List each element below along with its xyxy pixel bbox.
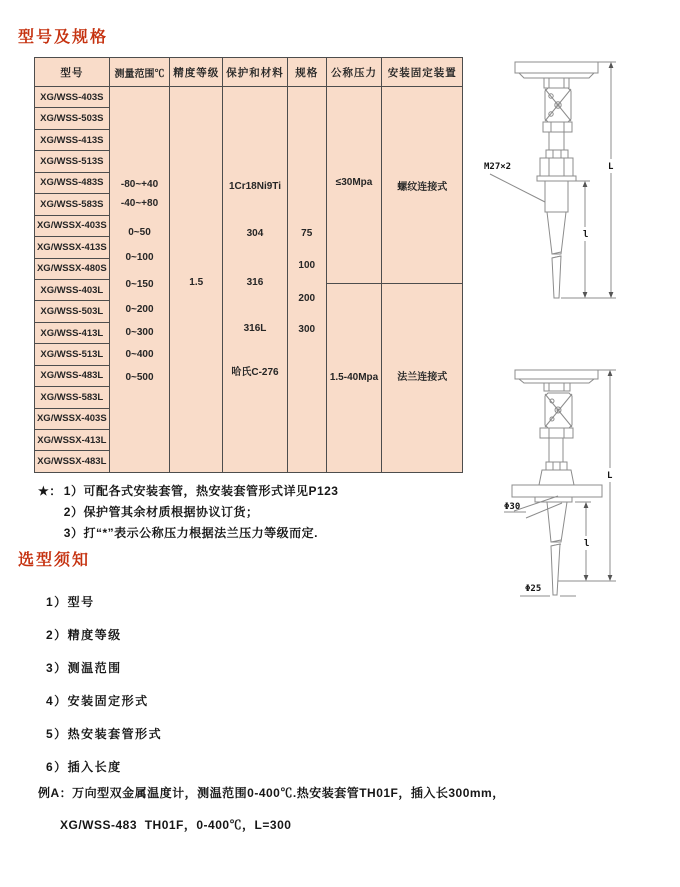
table-row: XG/WSSX-413L xyxy=(35,430,109,451)
table-row: XG/WSS-483S xyxy=(35,173,109,194)
cell-divider xyxy=(327,283,382,284)
table-row: XG/WSSX-480S xyxy=(35,259,109,280)
header-material: 保护和材料 xyxy=(223,58,287,87)
range-value: 0~400 xyxy=(125,349,154,360)
header-model: 型号 xyxy=(35,58,109,87)
dial-housing xyxy=(515,370,598,379)
range-value: 0~100 xyxy=(125,252,154,263)
material-value: 哈氏C-276 xyxy=(231,367,279,378)
table-row: XG/WSSX-413S xyxy=(35,237,109,258)
spec-value: 300 xyxy=(298,324,316,335)
spec-value: 200 xyxy=(298,293,316,304)
header-mounting: 安装固定装置 xyxy=(382,58,462,87)
table-row: XG/WSS-483L xyxy=(35,366,109,387)
material-value: 316L xyxy=(243,323,267,334)
range-value: 0~150 xyxy=(125,279,154,290)
table-row: XG/WSS-513L xyxy=(35,344,109,365)
table-row: XG/WSS-513S xyxy=(35,151,109,172)
table-row: XG/WSS-503L xyxy=(35,301,109,322)
list-item: 6）插入长度 xyxy=(46,760,122,774)
table-row: XG/WSS-413S xyxy=(35,130,109,151)
thread-size-label: M27×2 xyxy=(484,162,512,172)
footnote-lines xyxy=(64,481,339,544)
footnote-line: 2）保护管其余材质根据协议订货； xyxy=(63,505,259,519)
range-cells xyxy=(110,87,170,472)
table-row: XG/WSS-503S xyxy=(35,108,109,129)
hex-nut xyxy=(540,428,573,438)
probe-lower xyxy=(551,544,560,595)
threaded-cylinder xyxy=(545,181,568,212)
spec-value: 100 xyxy=(298,260,316,271)
mounting-value: 法兰连接式 xyxy=(397,372,448,383)
pressure-value: ≤30Mpa xyxy=(335,177,373,188)
dial-lip xyxy=(519,379,594,383)
range-value: 0~200 xyxy=(125,304,154,315)
thread-hex-nut xyxy=(540,158,573,176)
list-item: 3）测温范围 xyxy=(46,661,122,675)
material-value: 1Cr18Ni9Ti xyxy=(228,181,282,192)
dim-L-label: L xyxy=(608,162,614,172)
table-row: XG/WSSX-403S xyxy=(35,409,109,430)
list-item: 2）精度等级 xyxy=(46,628,122,642)
accuracy-cells xyxy=(170,87,222,472)
range-value: 0~50 xyxy=(128,227,151,238)
header-accuracy: 精度等级 xyxy=(170,58,222,87)
thermometer-diagram-threaded xyxy=(483,55,623,305)
list-item: 4）安装固定形式 xyxy=(46,694,149,708)
spec-table xyxy=(34,57,463,473)
range-value: -40~+80 xyxy=(120,198,159,209)
header-spec: 规格 xyxy=(288,58,326,87)
dial-lip xyxy=(519,73,594,78)
material-value: 304 xyxy=(246,228,264,239)
probe-tip-diameter-label: Φ25 xyxy=(525,584,542,594)
mounting-cells xyxy=(382,87,462,472)
star-marker: ★： xyxy=(38,484,62,498)
footnote-line: 1）可配各式安装套管，热安装套管形式详见P123 xyxy=(63,484,339,498)
stem xyxy=(549,132,564,150)
section-title-specs: 型号及规格 xyxy=(18,29,109,46)
table-row: XG/WSS-413L xyxy=(35,323,109,344)
footnotes xyxy=(38,481,338,544)
selection-list xyxy=(46,585,162,783)
thermometer-diagram-flanged xyxy=(492,358,622,603)
example-line-2: XG/WSS-483 TH01F，0-400℃，L=300 xyxy=(60,818,292,832)
dim-l-label: l xyxy=(583,230,589,240)
hex-nut xyxy=(543,122,572,132)
model-rows xyxy=(35,87,109,472)
neck-nut xyxy=(544,78,569,88)
hex-small xyxy=(546,150,568,158)
material-cells xyxy=(223,87,287,472)
list-item: 1）型号 xyxy=(46,595,95,609)
table-row: XG/WSSX-403S xyxy=(35,216,109,237)
accuracy-value: 1.5 xyxy=(189,277,204,288)
dial-housing xyxy=(515,62,598,73)
range-value: 0~300 xyxy=(125,327,154,338)
column-pressure xyxy=(327,58,383,472)
column-accuracy xyxy=(170,58,223,472)
flange-plate xyxy=(512,485,602,497)
spec-value: 75 xyxy=(301,228,313,239)
mounting-value: 螺纹连接式 xyxy=(397,182,448,193)
probe-upper xyxy=(547,212,566,254)
probe-lower xyxy=(552,256,561,298)
range-value: -80~+40 xyxy=(120,179,159,190)
column-material xyxy=(223,58,288,472)
range-value: 0~500 xyxy=(125,372,154,383)
probe-top-diameter-label: Φ30 xyxy=(504,502,521,512)
table-row: XG/WSSX-483L xyxy=(37,456,107,468)
dim-L-label: L xyxy=(607,471,613,481)
table-row: XG/WSS-583L xyxy=(35,387,109,408)
stem xyxy=(549,438,563,462)
table-row: XG/WSS-403L xyxy=(35,280,109,301)
column-model xyxy=(35,58,110,472)
hex-small xyxy=(546,462,567,470)
cell-divider xyxy=(382,283,462,284)
table-row: XG/WSS-403S xyxy=(35,87,109,108)
collar xyxy=(537,176,576,181)
bushing-cone xyxy=(539,470,574,485)
example-line-1: 例A：万向型双金属温度计，测温范围0-400℃.热安装套管TH01F，插入长300mm， xyxy=(38,786,505,800)
dim-l-label: l xyxy=(584,539,590,549)
pressure-value: 1.5-40Mpa xyxy=(329,372,379,383)
column-range xyxy=(110,58,171,472)
column-mounting xyxy=(382,58,462,472)
header-pressure: 公称压力 xyxy=(327,58,382,87)
spec-cells xyxy=(288,87,326,472)
section-title-selection: 选型须知 xyxy=(18,552,91,569)
material-value: 316 xyxy=(246,277,264,288)
neck-nut xyxy=(544,383,570,391)
list-item: 5）热安装套管形式 xyxy=(46,727,163,741)
header-range: 测量范围℃ xyxy=(110,58,170,87)
column-spec xyxy=(288,58,327,472)
footnote-line: 3）打“*”表示公称压力根据法兰压力等级而定. xyxy=(63,526,318,540)
pressure-cells xyxy=(327,87,382,472)
table-row: XG/WSS-583S xyxy=(35,194,109,215)
